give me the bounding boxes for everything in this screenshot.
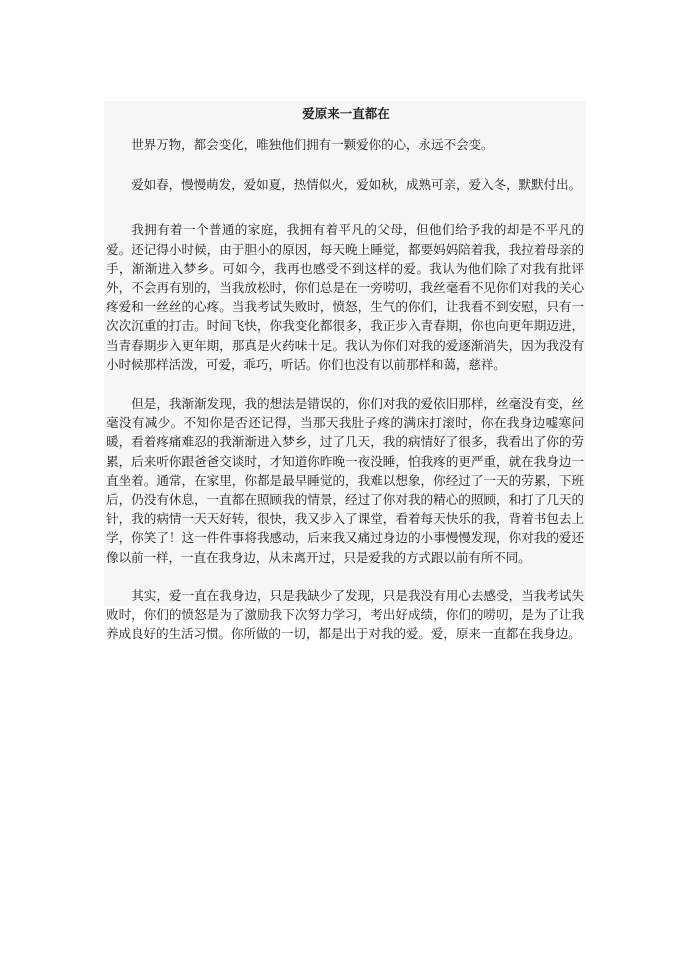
document-title: 爱原来一直都在 — [302, 106, 390, 121]
paragraph-4: 但是，我渐渐发现，我的想法是错误的，你们对我的爱依旧那样，丝毫没有变，丝毫没有减少。不知你是否还记得，当那天我肚子疼的满床打滚时，你在我身边嘘寒问暖，看着疼痛难忍的我渐渐进入梦乡，过了几天，我的病情好了很多，我看出了你的劳累，后来听你跟爸爸交谈时，才知道你昨晚一夜没睡，怕我疼的更严重，就在我身边一直坐着。通常，在家里，你都是最早睡觉的，我难以想象，你经过了一天的劳累，下班后，仍没有休息，一直都在照顾我的情景，经过了你对我的精心的照顾，和打了几天的针，我的病情一天天好转，很快，我又步入了课堂，看着每天快乐的我，背着书包去上学，你笑了！这一件件事将我感动，后来我又痛过身边的小事慢慢发现，你对我的爱还像以前一样，一直在我身边，从未离开过，只是爱我的方式跟以前有所不同。 — [106, 396, 584, 565]
document-page — [104, 101, 586, 642]
paragraph-1: 世界万物，都会变化，唯独他们拥有一颗爱你的心，永远不会变。 — [131, 137, 494, 152]
paragraph-5: 其实，爱一直在我身边，只是我缺少了发现，只是我没有用心去感受，当我考试失败时，你们的愤怒是为了激励我下次努力学习，考出好成绩，你们的唠叨，是为了让我养成良好的生活习惯。你所做的一切，都是出于对我的爱。爱，原来一直都在我身边。 — [106, 587, 584, 642]
paragraph-3: 我拥有着一个普通的家庭，我拥有着平凡的父母，但他们给予我的却是不平凡的爱。还记得小时候，由于胆小的原因，每天晚上睡觉，都要妈妈陪着我，我拉着母亲的手，渐渐进入梦乡。可如今，我再也感受不到这样的爱。我认为他们除了对我有批评外，不会再有别的，当我放松时，你们总是在一旁唠叨，我丝毫看不见你们对我的关心疼爱和一丝丝的心疼。当我考试失败时，愤怒，生气的你们，让我看不到安慰，只有一次次沉重的打击。时间飞快，你我变化都很多，我正步入青春期，你也向更年期迈进，当青春期步入更年期，那真是火药味十足。我认为你们对我的爱逐渐消失，因为我没有小时候那样活泼，可爱，乖巧，听话。你们也没有以前那样和蔼，慈祥。 — [106, 222, 584, 372]
paragraph-2: 爱如春，慢慢萌发，爱如夏，热情似火，爱如秋，成熟可亲，爱入冬，默默付出。 — [131, 177, 581, 193]
